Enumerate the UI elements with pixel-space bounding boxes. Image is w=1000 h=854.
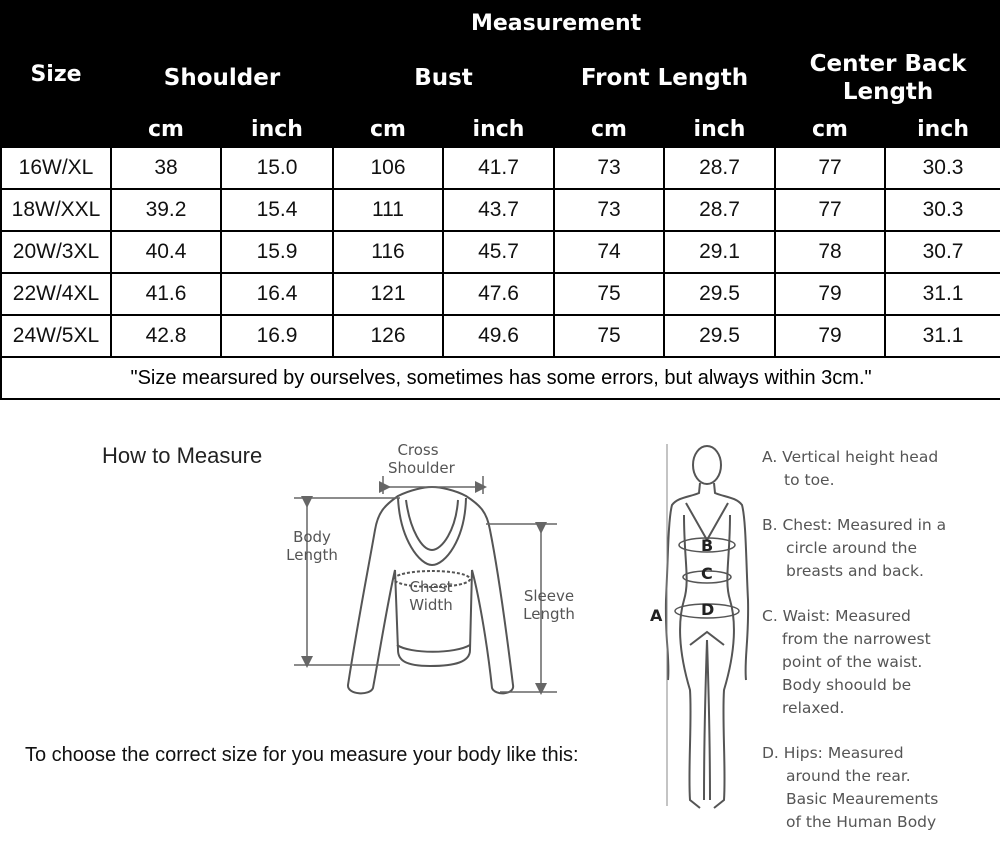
legend-line: circle around the bbox=[786, 539, 918, 557]
value-cell: 38 bbox=[111, 147, 221, 189]
value-cell: 45.7 bbox=[443, 231, 554, 273]
chest-width-label bbox=[400, 578, 462, 614]
body-figure bbox=[666, 446, 748, 808]
value-cell: 75 bbox=[554, 273, 664, 315]
unit-cm-header: cm bbox=[333, 111, 443, 147]
legend-line: Basic Meaurements bbox=[786, 790, 939, 808]
legend-b bbox=[762, 514, 946, 583]
value-cell: 29.5 bbox=[664, 273, 775, 315]
value-cell: 43.7 bbox=[443, 189, 554, 231]
value-cell: 30.3 bbox=[885, 189, 1000, 231]
value-cell: 121 bbox=[333, 273, 443, 315]
value-cell: 73 bbox=[554, 189, 664, 231]
value-cell: 73 bbox=[554, 147, 664, 189]
legend-line: D. Hips: Measured bbox=[762, 744, 904, 762]
value-cell: 39.2 bbox=[111, 189, 221, 231]
value-cell: 29.1 bbox=[664, 231, 775, 273]
label-line: Shoulder bbox=[388, 459, 455, 477]
unit-cm-header: cm bbox=[775, 111, 885, 147]
size-cell: 18W/XXL bbox=[1, 189, 111, 231]
label-line: Length bbox=[286, 546, 338, 564]
value-cell: 15.0 bbox=[221, 147, 333, 189]
value-cell: 106 bbox=[333, 147, 443, 189]
value-cell: 111 bbox=[333, 189, 443, 231]
label-line: Cross bbox=[397, 441, 439, 459]
center-back-length-header: Center Back Length bbox=[775, 45, 1000, 111]
legend-line: A. Vertical height head bbox=[762, 448, 939, 466]
size-cell: 16W/XL bbox=[1, 147, 111, 189]
value-cell: 16.9 bbox=[221, 315, 333, 357]
value-cell: 30.3 bbox=[885, 147, 1000, 189]
value-cell: 41.6 bbox=[111, 273, 221, 315]
value-cell: 40.4 bbox=[111, 231, 221, 273]
unit-inch-header: inch bbox=[443, 111, 554, 147]
legend-line: around the rear. bbox=[786, 767, 911, 785]
label-line: Sleeve bbox=[523, 587, 575, 605]
cross-shoulder-label bbox=[388, 441, 455, 477]
value-cell: 31.1 bbox=[885, 315, 1000, 357]
legend-line: relaxed. bbox=[782, 699, 845, 717]
value-cell: 47.6 bbox=[443, 273, 554, 315]
value-cell: 16.4 bbox=[221, 273, 333, 315]
legend-line: to toe. bbox=[784, 471, 835, 489]
value-cell: 28.7 bbox=[664, 147, 775, 189]
unit-cm-header: cm bbox=[111, 111, 221, 147]
label-line: Length bbox=[523, 605, 575, 623]
marker-d: D bbox=[701, 600, 715, 619]
sleeve-length-label bbox=[518, 587, 580, 623]
value-cell: 15.9 bbox=[221, 231, 333, 273]
size-cell: 24W/5XL bbox=[1, 315, 111, 357]
value-cell: 77 bbox=[775, 147, 885, 189]
measure-instruction: To choose the correct size for you measure your body like this: bbox=[25, 744, 579, 766]
value-cell: 30.7 bbox=[885, 231, 1000, 273]
unit-cm-header: cm bbox=[554, 111, 664, 147]
legend-line: point of the waist. bbox=[782, 653, 923, 671]
legend-line: Body shoould be bbox=[782, 676, 912, 694]
shoulder-header: Shoulder bbox=[111, 45, 333, 111]
legend-line: of the Human Body bbox=[786, 813, 937, 831]
value-cell: 29.5 bbox=[664, 315, 775, 357]
legend-d bbox=[762, 742, 938, 834]
unit-inch-header: inch bbox=[664, 111, 775, 147]
size-cell: 22W/4XL bbox=[1, 273, 111, 315]
legend-line: B. Chest: Measured in a bbox=[762, 516, 947, 534]
value-cell: 31.1 bbox=[885, 273, 1000, 315]
legend-line: breasts and back. bbox=[786, 562, 924, 580]
label-line: Chest bbox=[409, 578, 453, 596]
legend-line: C. Waist: Measured bbox=[762, 607, 911, 625]
legend-a bbox=[762, 446, 938, 492]
unit-inch-header: inch bbox=[885, 111, 1000, 147]
measurement-header: Measurement bbox=[111, 1, 1000, 45]
value-cell: 75 bbox=[554, 315, 664, 357]
legend-line: from the narrowest bbox=[782, 630, 931, 648]
value-cell: 78 bbox=[775, 231, 885, 273]
bust-header: Bust bbox=[333, 45, 554, 111]
size-cell: 20W/3XL bbox=[1, 231, 111, 273]
value-cell: 77 bbox=[775, 189, 885, 231]
marker-b: B bbox=[701, 536, 714, 555]
value-cell: 28.7 bbox=[664, 189, 775, 231]
body-measure-rings bbox=[667, 444, 739, 806]
value-cell: 79 bbox=[775, 315, 885, 357]
legend-c bbox=[762, 605, 931, 720]
label-line: Body bbox=[293, 528, 331, 546]
body-length-label bbox=[282, 528, 342, 564]
value-cell: 49.6 bbox=[443, 315, 554, 357]
label-line: Width bbox=[409, 596, 453, 614]
value-cell: 74 bbox=[554, 231, 664, 273]
value-cell: 79 bbox=[775, 273, 885, 315]
size-note: "Size mearsured by ourselves, sometimes has some errors, but always within 3cm." bbox=[1, 357, 1000, 399]
value-cell: 116 bbox=[333, 231, 443, 273]
value-cell: 41.7 bbox=[443, 147, 554, 189]
unit-inch-header: inch bbox=[221, 111, 333, 147]
marker-c: C bbox=[701, 564, 713, 583]
how-to-measure-title: How to Measure bbox=[102, 443, 263, 468]
size-header: Size bbox=[1, 1, 111, 147]
front-length-header: Front Length bbox=[554, 45, 775, 111]
value-cell: 42.8 bbox=[111, 315, 221, 357]
value-cell: 126 bbox=[333, 315, 443, 357]
value-cell: 15.4 bbox=[221, 189, 333, 231]
marker-a: A bbox=[650, 606, 663, 625]
